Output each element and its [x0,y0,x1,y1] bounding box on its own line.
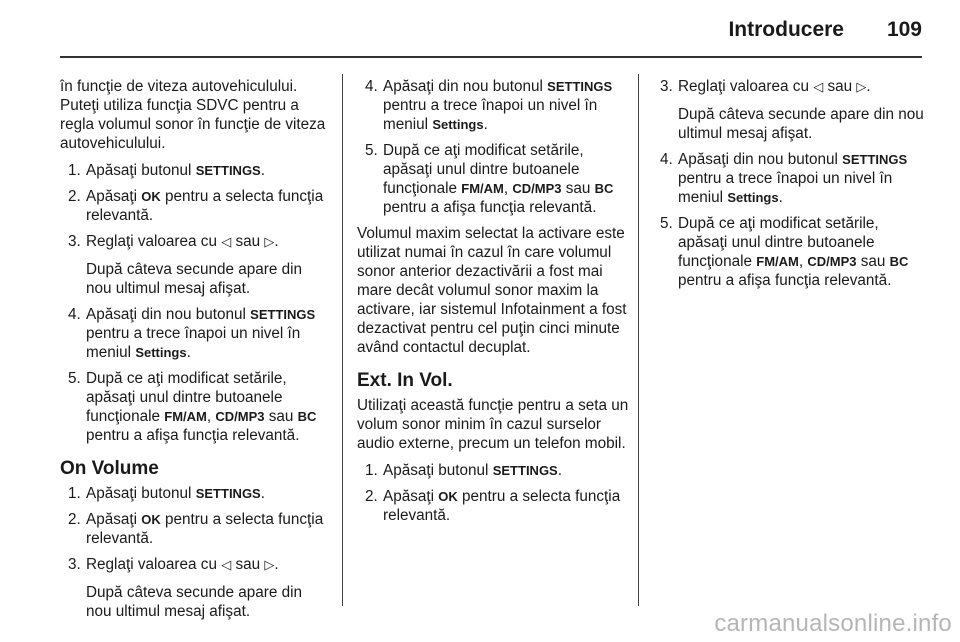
page-header [60,0,922,56]
step-note: După câteva secunde apare din nou ultimul mesaj afişat. [86,261,303,297]
right-arrow-icon: ▷ [264,558,275,573]
steps-list [60,161,330,445]
watermark-text: carmanualsonline.info [714,610,952,637]
steps-list [60,484,330,621]
settings-button-label: SETTINGS [195,163,261,178]
section-intro: Utilizaţi această funcţie pentru a seta un volum sonor minim în cazul surselor audio externe, precum un telefon mobil. [357,397,629,452]
list-item: 3. Reglaţi valoarea cu ◁ sau ▷. După câteva secunde apare din nou ultimul mesaj afişat. [60,232,330,298]
list-item: 1. Apăsaţi butonul SETTINGS. [68,485,265,502]
list-item: 1. Apăsaţi butonul SETTINGS. [68,162,265,179]
list-item: 4. Apăsaţi din nou butonul SETTINGS pentru a trece înapoi un nivel în meniul Settings. [660,151,908,206]
column-1 [60,77,330,628]
list-item: 5. După ce aţi modificat setările, apăsaţi unul dintre butoanele funcţionale FM/AM, CD/MP3 sau BC pentru a afişa funcţia relevantă. [660,215,909,289]
left-arrow-icon: ◁ [813,80,824,95]
list-item: 4. Apăsaţi din nou butonul SETTINGS pentru a trece înapoi un nivel în meniul Settings. [68,306,316,361]
list-item: 3. Reglaţi valoarea cu ◁ sau ▷. După câteva secunde apare din nou ultimul mesaj afişat. [60,555,330,621]
column-3 [652,77,924,297]
page-number: 109 [886,18,922,41]
right-arrow-icon: ▷ [264,235,275,250]
ok-button-label: OK [141,189,161,204]
list-item: 2. Apăsaţi OK pentru a selecta funcţia relevantă. [68,511,324,547]
step-note: După câteva secunde apare din nou ultimul mesaj afişat. [86,584,303,620]
section-heading: On Volume [60,458,159,479]
left-arrow-icon: ◁ [221,235,232,250]
step-note: După câteva secunde apare din nou ultimul mesaj afişat. [678,106,924,142]
column-divider [342,74,343,606]
column-2 [357,77,632,532]
right-arrow-icon: ▷ [856,80,867,95]
intro-paragraph: în funcţie de viteza autovehiculului. Puteţi utiliza funcţia SDVC pentru a regla volumul sonor în funcţie de viteza autovehiculului. [60,78,326,152]
list-item: 5. După ce aţi modificat setările, apăsaţi unul dintre butoanele funcţionale FM/AM, CD/MP3 sau BC pentru a afişa funcţia relevantă. [68,370,317,444]
steps-list [652,77,924,290]
left-arrow-icon: ◁ [221,558,232,573]
list-item: 5. După ce aţi modificat setările, apăsaţi unul dintre butoanele funcţionale FM/AM, CD/MP3 sau BC pentru a afişa funcţia relevantă. [365,142,614,216]
column-divider [638,74,639,606]
list-item: 3. Reglaţi valoarea cu ◁ sau ▷. După câteva secunde apare din nou ultimul mesaj afişat. [660,78,924,142]
steps-list [357,461,632,525]
steps-list [357,77,632,217]
list-item: 2. Apăsaţi OK pentru a selecta funcţia relevantă. [68,188,324,224]
list-item: 4. Apăsaţi din nou butonul SETTINGS pentru a trece înapoi un nivel în meniul Settings. [365,78,613,133]
list-item: 1. Apăsaţi butonul SETTINGS. [365,462,562,479]
section-heading: Ext. In Vol. [357,370,453,391]
body-paragraph: Volumul maxim selectat la activare este utilizat numai în cazul în care volumul sonor anterior dezactivării a fost mai mare decât volumul sonor maxim la activare, iar sistemul Infotainment a fost dezactivat pentru cel puţin cinci minute având contactul decuplat. [357,225,627,356]
header-divider [60,56,922,58]
list-item: 2. Apăsaţi OK pentru a selecta funcţia relevantă. [365,488,621,524]
page-title: Introducere [728,18,844,41]
